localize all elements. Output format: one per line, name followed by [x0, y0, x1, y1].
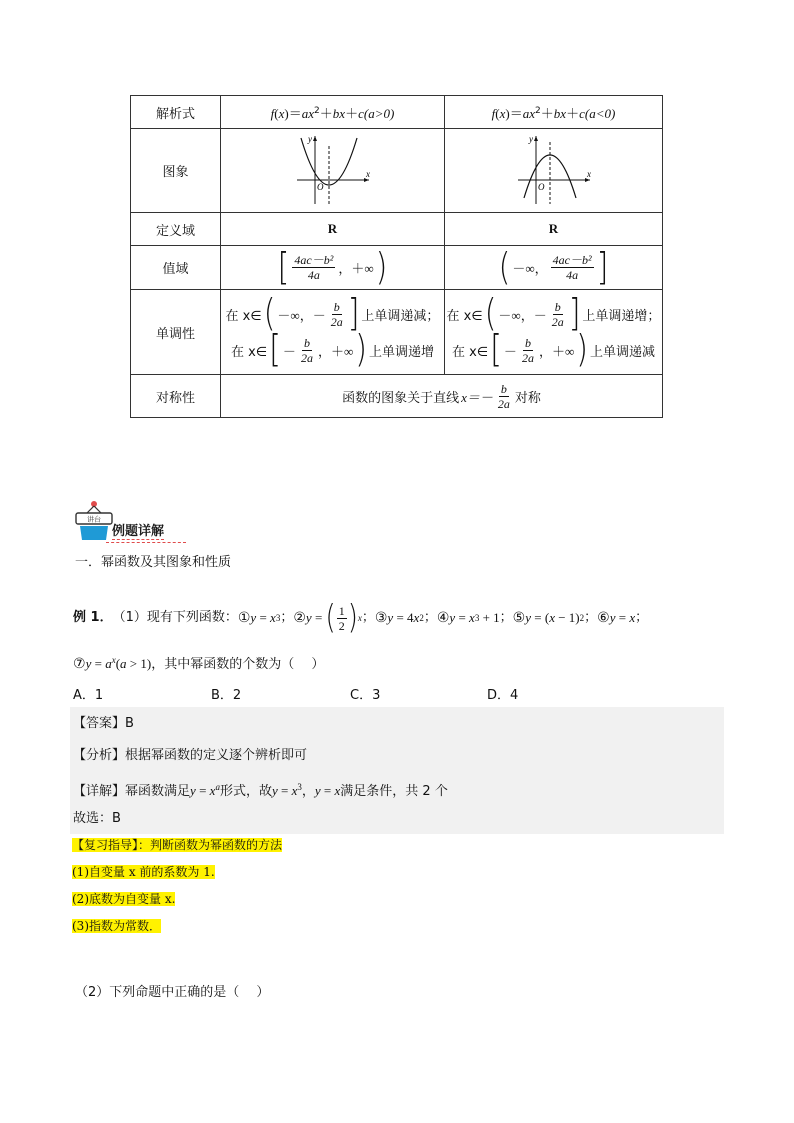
domain-neg: R — [445, 213, 663, 246]
formula-pos: $f(x)=ax^2+bx+c(a>0)$ — [221, 96, 445, 129]
table-row — [131, 129, 663, 213]
review-item: (3)指数为常数． — [72, 919, 161, 933]
row-label: 定义域 — [131, 213, 221, 246]
example1-part2: （2）下列命题中正确的是（ ） — [75, 985, 270, 1000]
section-title: 例题详解 — [112, 524, 165, 539]
analysis-line: 【分析】根据幂函数的定义逐个辨析即可 — [73, 748, 308, 763]
symmetry: 函数的图象关于直线 x＝－ $\frac{b}{2a}$ 对称 — [221, 375, 663, 418]
answer-box — [70, 707, 724, 834]
parabola-up-graph — [293, 132, 373, 206]
row-label: 解析式 — [131, 96, 221, 129]
option-d[interactable]: D．4 — [487, 688, 519, 703]
example1-line2: ⑦y = $a^x(a > 1)$，其中幂函数的个数为（ ） — [73, 655, 325, 672]
monotonic-pos: 在 x∈ ( －∞，－ $\frac{b}{2a}$ ] 上单调递减； 在 x∈ [ － $\frac{b}{2a}$ ，＋∞ ) 上单调递增 — [221, 290, 445, 375]
podium-icon — [72, 500, 116, 544]
svg-text:y: y — [528, 133, 533, 144]
table-row — [131, 246, 663, 290]
row-label: 单调性 — [131, 290, 221, 375]
range-pos: [ $\frac{\text{4ac－b²}}{4a}$ ，＋∞ ) — [221, 246, 445, 290]
table-row — [131, 96, 663, 129]
option-c[interactable]: C．3 — [350, 688, 381, 703]
graph-pos — [221, 129, 445, 213]
choice-line: 故选：B — [73, 811, 121, 826]
table-row — [131, 213, 663, 246]
row-label: 值域 — [131, 246, 221, 290]
graph-neg — [445, 129, 663, 213]
review-item: (2)底数为自变量 x. — [72, 892, 176, 906]
domain-pos: R — [221, 213, 445, 246]
properties-table — [130, 95, 663, 418]
svg-text:x: x — [586, 168, 591, 179]
review-item: (1)自变量 x 前的系数为 1. — [72, 865, 215, 879]
answer-line: 【答案】B — [73, 716, 134, 731]
table-row — [131, 375, 663, 418]
svg-text:O: O — [537, 181, 544, 192]
option-b[interactable]: B．2 — [211, 688, 242, 703]
row-label: 图象 — [131, 129, 221, 213]
svg-text:y: y — [307, 133, 312, 144]
monotonic-neg: 在 x∈ ( －∞，－ $\frac{b}{2a}$ ] 上单调递增； 在 x∈ [ － $\frac{b}{2a}$ ，＋∞ ) 上单调递减 — [445, 290, 663, 375]
formula-neg: $f(x)=ax^2+bx+c(a<0)$ — [445, 96, 663, 129]
table-row — [131, 290, 663, 375]
header-underline — [106, 542, 186, 543]
range-neg: ( －∞， $\frac{\text{4ac－b²}}{4a}$ ] — [445, 246, 663, 290]
option-a[interactable]: A．1 — [73, 688, 104, 703]
detail-line: 【详解】幂函数满足$y = x^a$形式，故$y = x^3$，y = x满足条件，共 2 个 — [73, 782, 448, 799]
example1-line1: 例 1． （1）现有下列函数： ① y = x 3 ； ② y = ( $\frac{1}{2}$ ) x ； ③ y = 4 x 2 ； ④ y = x 3 + 1 ； ⑤ y = ( x − 1) 2 ； ⑥ y = x ； — [73, 599, 649, 637]
svg-text:O: O — [316, 181, 323, 192]
svg-text:x: x — [365, 168, 370, 179]
section-heading: 一．幂函数及其图象和性质 — [75, 555, 232, 570]
parabola-down-graph — [514, 132, 594, 206]
row-label: 对称性 — [131, 375, 221, 418]
svg-text:讲台: 讲台 — [87, 515, 101, 524]
review-title: 【复习指导】：判断函数为幂函数的方法 — [72, 838, 283, 852]
